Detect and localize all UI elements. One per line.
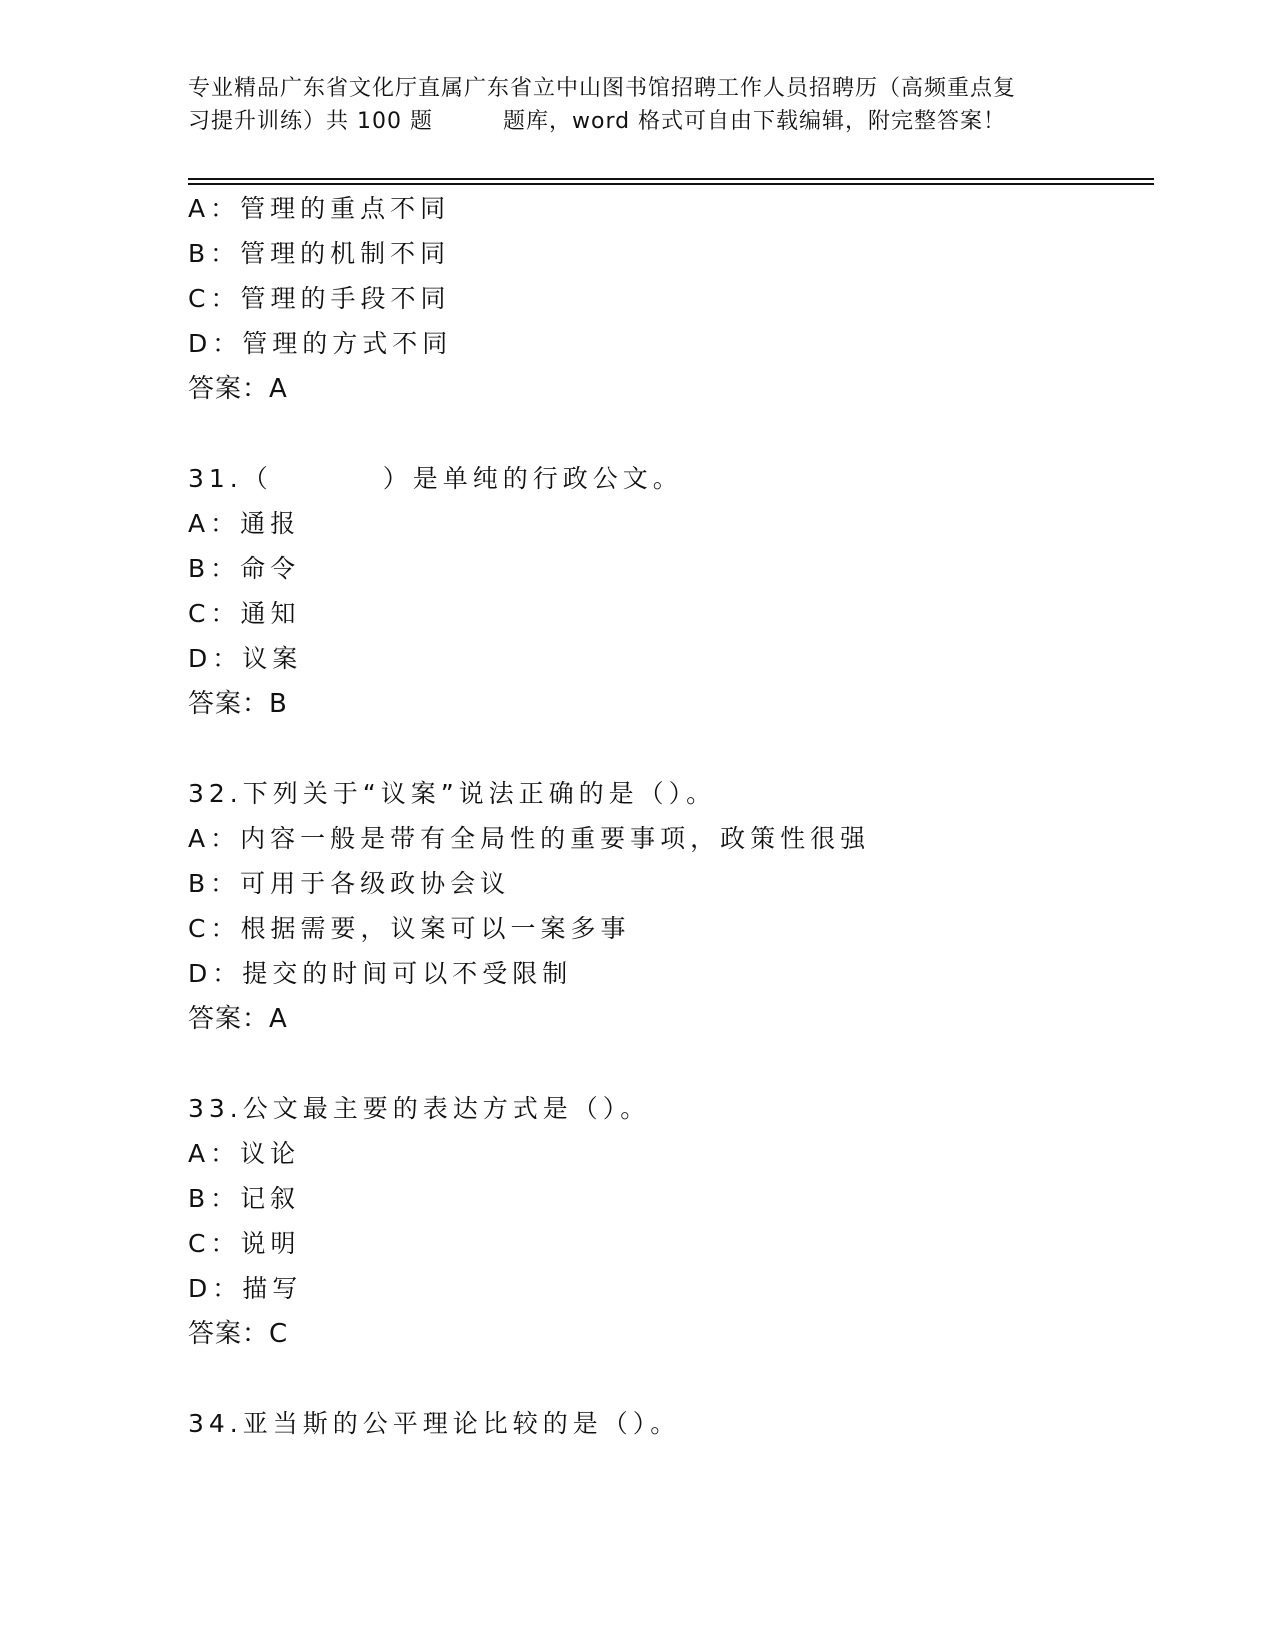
header-line-2-part-b: 题库，word 格式可自由下载编辑，附完整答案！ bbox=[502, 109, 1007, 134]
q33-answer: 答案：C bbox=[188, 1319, 289, 1349]
q32-option-c: C：根据需要，议案可以一案多事 bbox=[188, 914, 631, 943]
q33-option-d: D：描写 bbox=[188, 1274, 303, 1303]
q30-answer: 答案：A bbox=[188, 374, 288, 404]
q33-option-c: C：说明 bbox=[188, 1229, 301, 1258]
q31-stem-start: 31.（ bbox=[188, 464, 273, 493]
q31-option-d: D：议案 bbox=[188, 644, 303, 673]
q31-option-b: B：命令 bbox=[188, 554, 301, 583]
q30-option-d: D：管理的方式不同 bbox=[188, 329, 453, 358]
header-line-2 bbox=[188, 105, 1088, 138]
q31-stem bbox=[188, 464, 683, 494]
header-divider-top bbox=[188, 178, 1154, 180]
q33-option-b: B：记叙 bbox=[188, 1184, 301, 1213]
q32-option-d: D：提交的时间可以不受限制 bbox=[188, 959, 573, 988]
header-line-2-part-a: 习提升训练）共 100 题 bbox=[188, 109, 433, 134]
q32-stem: 32.下列关于“议案”说法正确的是（）。 bbox=[188, 779, 717, 808]
q31-answer: 答案：B bbox=[188, 689, 288, 719]
q30-option-a: A：管理的重点不同 bbox=[188, 194, 451, 223]
q30-option-c: C：管理的手段不同 bbox=[188, 284, 451, 313]
q33-stem: 33.公文最主要的表达方式是（）。 bbox=[188, 1094, 651, 1123]
q32-option-a: A：内容一般是带有全局性的重要事项，政策性很强 bbox=[188, 824, 871, 853]
q34-stem: 34.亚当斯的公平理论比较的是（）。 bbox=[188, 1409, 681, 1438]
q31-option-c: C：通知 bbox=[188, 599, 301, 628]
q33-option-a: A：议论 bbox=[188, 1139, 301, 1168]
q30-option-b: B：管理的机制不同 bbox=[188, 239, 451, 268]
document-header bbox=[188, 72, 1088, 138]
header-divider-bottom bbox=[188, 183, 1154, 185]
q32-option-b: B：可用于各级政协会议 bbox=[188, 869, 511, 898]
header-line-1: 专业精品广东省文化厅直属广东省立中山图书馆招聘工作人员招聘历（高频重点复 bbox=[188, 76, 1017, 101]
q32-answer: 答案：A bbox=[188, 1004, 288, 1034]
q31-stem-end: ）是单纯的行政公文。 bbox=[382, 464, 683, 493]
q31-option-a: A：通报 bbox=[188, 509, 301, 538]
